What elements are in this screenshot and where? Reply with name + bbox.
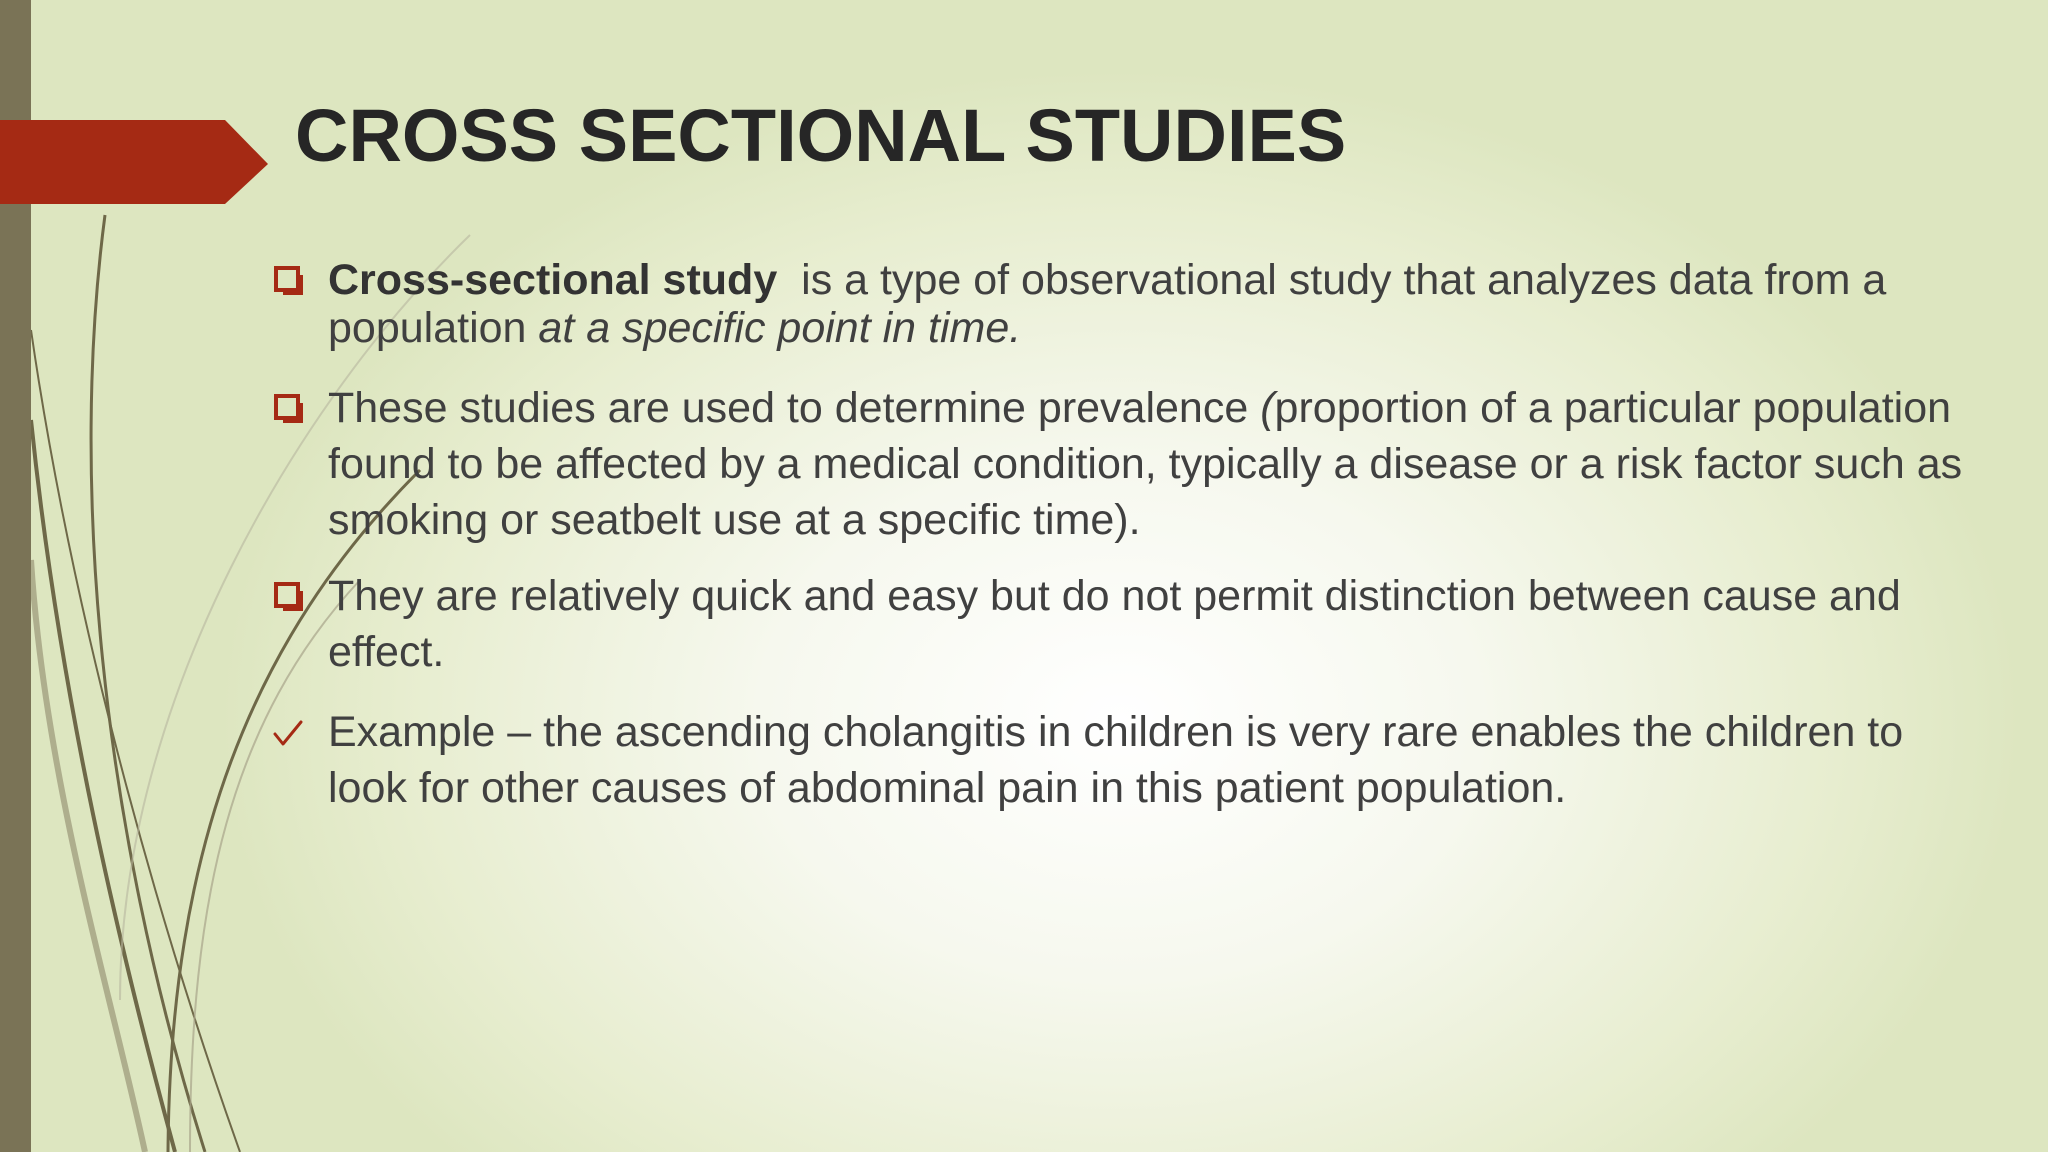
bullet-item-definition [270, 256, 1990, 352]
checkbox-bullet-icon [274, 582, 306, 612]
slide-title: CROSS SECTIONAL STUDIES [295, 94, 1347, 177]
term-cross-sectional-study: Cross-sectional study [328, 256, 778, 304]
title-arrow-banner [0, 0, 300, 260]
checkmark-bullet-icon [270, 716, 306, 752]
checkbox-bullet-icon [274, 266, 306, 296]
bullet-item-example [270, 704, 1990, 816]
example-text: Example – the ascending cholangitis in children is very rare enables the children to look for other causes of abdominal pain in this patient population. [328, 708, 1904, 812]
checkbox-bullet-icon [274, 394, 306, 424]
bullet-item-limitations [270, 568, 1990, 680]
bullet-item-prevalence [270, 380, 1990, 548]
prevalence-paren: ( [1260, 384, 1275, 432]
bullet-list [270, 256, 1990, 816]
definition-emphasis: at a specific point in time. [538, 304, 1022, 352]
definition-text: is a type of observational study that analyzes data from a population [328, 256, 1887, 352]
prevalence-definition: proportion of a particular population found to be affected by a medical condition, typically a disease or a risk factor such as smoking or seatbelt use at a specific time). [328, 384, 1963, 544]
limitations-text: They are relatively quick and easy but do not permit distinction between cause and effect. [328, 572, 1901, 676]
prevalence-text: These studies are used to determine prevalence [328, 384, 1261, 432]
